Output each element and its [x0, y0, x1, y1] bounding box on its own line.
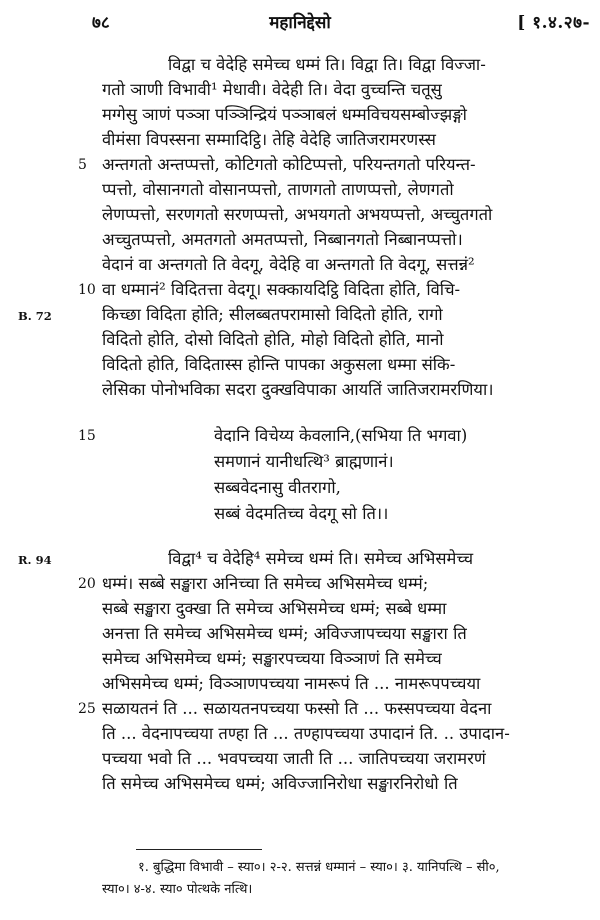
text-line: अच्चुतप्पत्तो, अमतगतो अमतप्पत्तो, निब्बानगतो निब्बानप्पत्तो। [102, 230, 463, 249]
text-line: लेसिका पोनोभविका सदरा दुक्खविपाका आयतिं जातिजरामरणिया। [102, 380, 494, 399]
text-line: सळायतनं ति ... सळायतनपच्चया फस्सो ति ... फस्सपच्चया वेदना [102, 699, 492, 718]
text-line: पच्चया भवो ति ... भवपच्चया जाती ति ... जातिपच्चया जरामरणं [102, 749, 486, 768]
margin-reference: R. 94 [18, 553, 52, 567]
text-line: अन्तगतो अन्तप्पत्तो, कोटिगतो कोटिप्पत्तो, परियन्तगतो परियन्त- [102, 155, 476, 174]
text-line: वा धम्मानं² विदितत्ता वेदगू। सक्कायदिट्ठि विदिता होति, विचि- [102, 280, 461, 299]
line-number: 25 [78, 701, 96, 717]
verse-line: समणानं यानीधत्थि³ ब्राह्मणानं। [214, 452, 394, 471]
text-line: अभिसमेच्च धम्मं; विञ्ञाणपच्चया नामरूपं ति ... नामरूपपच्चया [102, 674, 481, 693]
margin-reference: B. 72 [18, 309, 52, 323]
text-line: ति ... वेदनापच्चया तण्हा ति ... तण्हापच्चया उपादानं ति. .. उपादान- [102, 724, 510, 743]
text-line: धम्मं। सब्बे सङ्खारा अनिच्चा ति समेच्च अभिसमेच्च धम्मं; [102, 574, 429, 593]
line-number: 20 [78, 576, 96, 592]
page-number: ७८ [92, 13, 110, 33]
footnote-rule [136, 849, 262, 850]
text-line: लेणप्पत्तो, सरणगतो सरणप्पत्तो, अभयगतो अभयप्पत्तो, अच्चुतगतो [102, 205, 493, 224]
verse-line: सब्बं वेदमतिच्च वेदगू सो ति।। [214, 504, 389, 523]
line-number: 15 [78, 428, 96, 444]
text-line: अनत्ता ति समेच्च अभिसमेच्च धम्मं; अविज्जापच्चया सङ्खारा ति [102, 624, 467, 643]
text-line: विद्वा च वेदेहि समेच्च धम्मं ति। विद्वा ति। विद्वा विज्जा- [168, 55, 486, 74]
footnote-line: १. बुद्धिमा विभावी – स्या०। २-२. सत्तन्नं धम्मानं – स्या०। ३. यानिपत्थि – सी०, [138, 860, 500, 875]
page-header [0, 6, 600, 32]
text-line: समेच्च अभिसमेच्च धम्मं; सङ्खारपच्चया विञ्ञाणं ति समेच्च [102, 649, 442, 668]
text-line: सब्बे सङ्खारा दुक्खा ति समेच्च अभिसमेच्च धम्मं; सब्बे धम्मा [102, 599, 447, 618]
text-line: गतो ञाणी विभावी¹ मेधावी। वेदेही ति। वेदा वुच्चन्ति चतूसु [102, 80, 442, 99]
line-number: 5 [78, 157, 87, 173]
running-title: महानिद्देसो [269, 13, 331, 33]
verse-line: वेदानि विचेय्य केवलानि,(सभिया ति भगवा) [214, 426, 468, 445]
text-line: ति समेच्च अभिसमेच्च धम्मं; अविज्जानिरोधा सङ्खारनिरोधो ति [102, 774, 458, 793]
section-reference: [ १.४.२७- [517, 13, 590, 33]
text-line: विदितो होति, विदितास्स होन्ति पापका अकुसला धम्मा संकि- [102, 355, 456, 374]
line-number: 10 [78, 282, 96, 298]
text-line: मग्गेसु ञाणं पञ्ञा पञ्ञिन्द्रियं पञ्ञाबलं धम्मविचयसम्बोज्झङ्गो [102, 105, 467, 124]
text-line: विदितो होति, दोसो विदितो होति, मोहो विदितो होति, मानो [102, 330, 444, 349]
verse-line: सब्बवेदनासु वीतरागो, [214, 478, 341, 497]
text-line: प्पत्तो, वोसानगतो वोसानप्पत्तो, ताणगतो ताणप्पत्तो, लेणगतो [102, 180, 454, 199]
text-line: विद्वा⁴ च वेदेहि⁴ समेच्च धम्मं ति। समेच्च अभिसमेच्च [168, 549, 474, 568]
footnote-line: स्या०। ४-४. स्या० पोत्थके नत्थि। [102, 882, 253, 897]
text-line: वेदानं वा अन्तगतो ति वेदगू, वेदेहि वा अन्तगतो ति वेदगू, सत्तन्नं² [102, 255, 475, 274]
text-line: वीमंसा विपस्सना सम्मादिट्ठि। तेहि वेदेहि जातिजरामरणस्स [102, 130, 436, 149]
text-line: किच्छा विदिता होति; सीलब्बतपरामासो विदितो होति, रागो [102, 305, 443, 324]
